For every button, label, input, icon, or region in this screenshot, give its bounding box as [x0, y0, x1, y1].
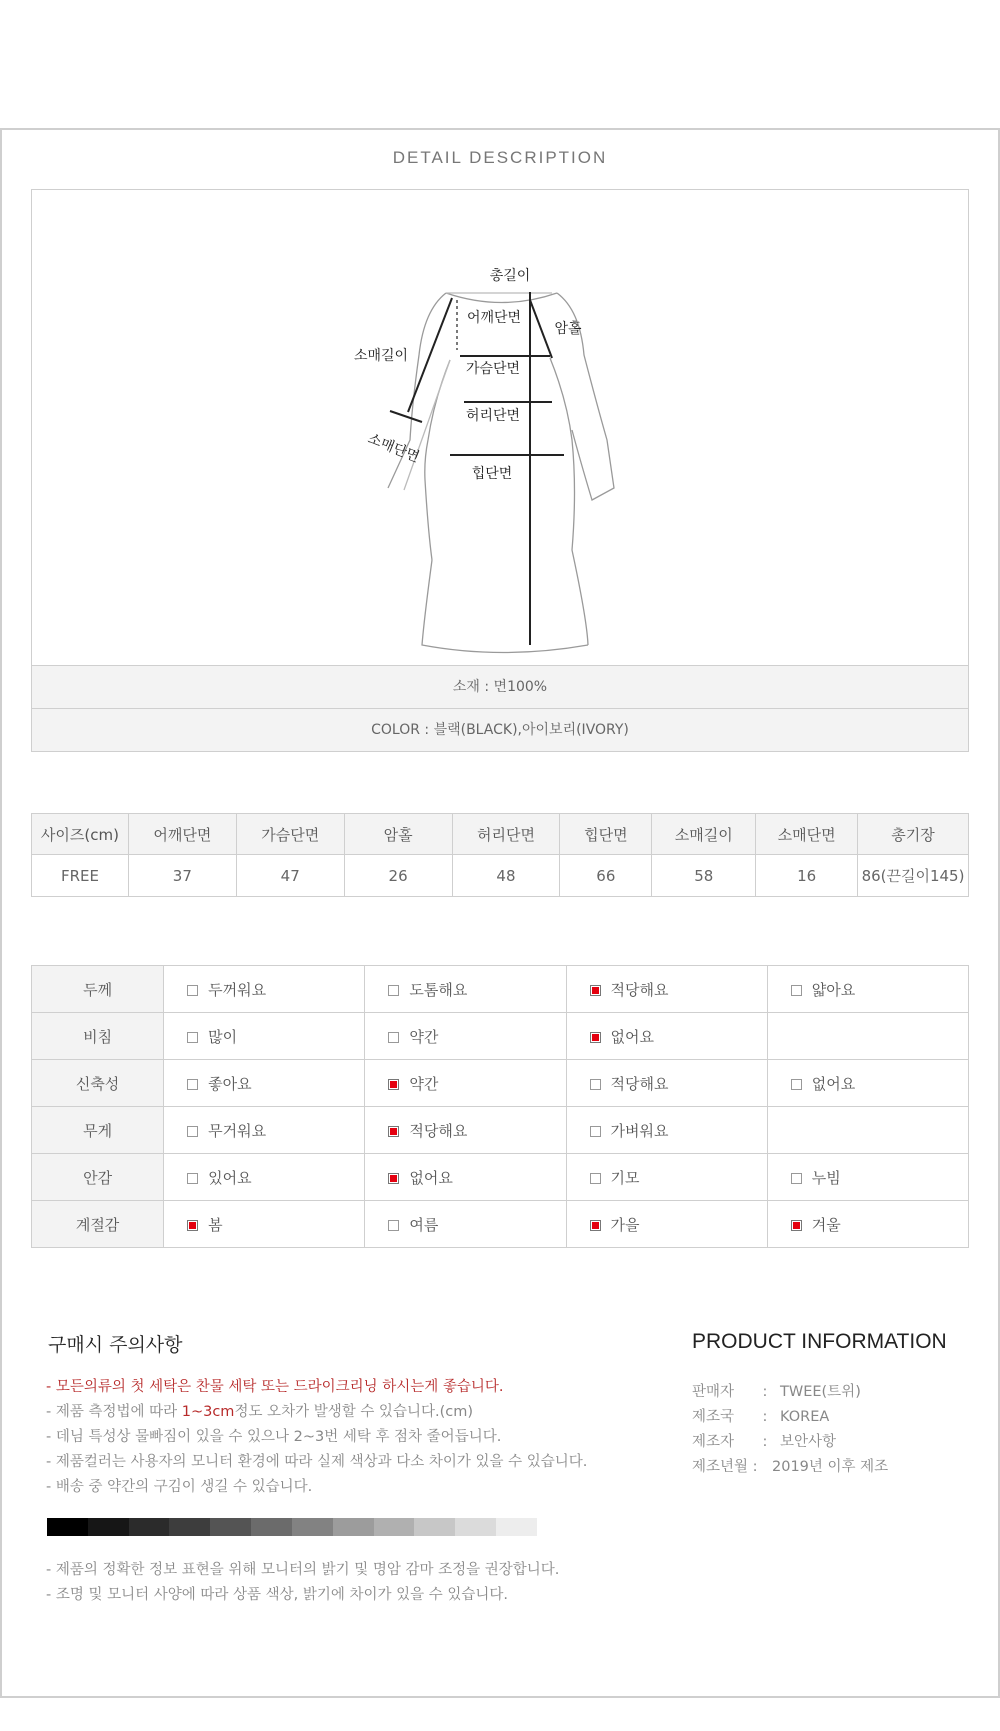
property-option — [164, 1107, 365, 1154]
notice-text: 정도 오차가 발생할 수 있습니다.(cm) — [234, 1404, 473, 1420]
property-option — [566, 1201, 767, 1248]
option-label: 있어요 — [208, 1168, 252, 1187]
info-key: 제조자 — [692, 1434, 735, 1450]
property-label: 안감 — [32, 1154, 164, 1201]
option-label: 가벼워요 — [610, 1121, 669, 1140]
property-option — [365, 1107, 566, 1154]
size-cell: FREE — [32, 855, 129, 897]
checked-checkbox-icon — [791, 1220, 802, 1231]
property-table — [31, 965, 969, 1248]
property-option — [767, 1060, 968, 1107]
size-cell: 47 — [236, 855, 344, 897]
option-label: 적당해요 — [610, 980, 669, 999]
property-option — [767, 1154, 968, 1201]
checkbox-icon — [791, 1079, 802, 1090]
notice-line: - 제품컬러는 사용자의 모니터 환경에 따라 실제 색상과 다소 차이가 있을 수 있습니다. — [46, 1454, 588, 1470]
option-label: 가을 — [610, 1215, 640, 1234]
property-option — [566, 1060, 767, 1107]
size-cell: 48 — [452, 855, 560, 897]
checkbox-icon — [187, 985, 198, 996]
size-cell: 26 — [344, 855, 452, 897]
option-label: 없어요 — [811, 1074, 856, 1093]
size-header: 사이즈(cm) — [32, 814, 129, 855]
label-waist: 허리단면 — [465, 408, 521, 424]
notice-line: - 모든의류의 첫 세탁은 찬물 세탁 또는 드라이크리닝 하시는게 좋습니다. — [46, 1379, 504, 1395]
option-label: 좋아요 — [208, 1074, 252, 1093]
size-header-row — [32, 814, 969, 855]
option-label: 없어요 — [409, 1168, 453, 1187]
label-hip: 힙단면 — [471, 466, 513, 482]
option-label: 도톰해요 — [409, 980, 468, 999]
property-option — [164, 1060, 365, 1107]
property-option — [365, 1013, 566, 1060]
swatch — [455, 1518, 496, 1536]
product-info-row — [692, 1430, 836, 1451]
info-key: 제조년월 : — [692, 1459, 758, 1475]
option-label: 겨울 — [811, 1215, 841, 1234]
info-value: TWEE(트위) — [780, 1384, 861, 1400]
checkbox-icon — [388, 1220, 399, 1231]
size-header: 어깨단면 — [128, 814, 236, 855]
option-label: 여름 — [409, 1215, 439, 1234]
property-option — [767, 966, 968, 1013]
size-cell: 86(끈길이145) — [858, 855, 969, 897]
label-total-length: 총길이 — [489, 268, 531, 284]
checked-checkbox-icon — [388, 1173, 399, 1184]
notice-line: - 제품의 정확한 정보 표현을 위해 모니터의 밝기 및 명암 감마 조정을 권장합니다. — [46, 1562, 560, 1578]
product-info-title: PRODUCT INFORMATION — [692, 1330, 947, 1353]
checkbox-icon — [590, 1079, 601, 1090]
checked-checkbox-icon — [388, 1126, 399, 1137]
property-row-stretch — [32, 1060, 969, 1107]
measure-armhole — [530, 300, 552, 358]
checkbox-icon — [187, 1126, 198, 1137]
diagram-box — [31, 189, 969, 752]
swatch — [292, 1518, 333, 1536]
dress-sketch — [32, 190, 968, 665]
label-sleeve-length: 소매길이 — [353, 348, 409, 364]
checked-checkbox-icon — [590, 985, 601, 996]
option-label: 없어요 — [610, 1027, 655, 1046]
swatch — [251, 1518, 292, 1536]
product-info-row — [692, 1455, 888, 1476]
info-key: 제조국 — [692, 1409, 735, 1425]
property-option — [164, 1013, 365, 1060]
property-option — [566, 1013, 767, 1060]
notice-title: 구매시 주의사항 — [48, 1334, 183, 1356]
checked-checkbox-icon — [590, 1220, 601, 1231]
property-option — [566, 1107, 767, 1154]
left-bodice — [425, 360, 450, 560]
size-cell: 66 — [560, 855, 652, 897]
option-label: 누빔 — [811, 1168, 841, 1187]
size-cell: 58 — [652, 855, 756, 897]
option-label: 얇아요 — [811, 980, 856, 999]
info-value: 보안사항 — [780, 1434, 837, 1450]
label-chest: 가슴단면 — [465, 361, 521, 377]
notice-highlight: 1~3cm — [181, 1404, 235, 1420]
size-header: 총기장 — [858, 814, 969, 855]
option-label: 적당해요 — [409, 1121, 468, 1140]
checkbox-icon — [388, 985, 399, 996]
property-option — [164, 1201, 365, 1248]
size-diagram — [32, 190, 968, 665]
label-sleeve-width: 소매단면 — [365, 430, 422, 466]
info-value: KOREA — [780, 1409, 830, 1425]
neckline — [446, 293, 557, 303]
label-armhole: 암홀 — [554, 321, 582, 337]
size-header: 힙단면 — [560, 814, 652, 855]
property-row-lining — [32, 1154, 969, 1201]
info-value: 2019년 이후 제조 — [772, 1459, 889, 1475]
grayscale-swatches — [47, 1518, 537, 1536]
property-label: 두께 — [32, 966, 164, 1013]
property-option — [365, 1060, 566, 1107]
detail-title: DETAIL DESCRIPTION — [392, 148, 608, 167]
property-row-season — [32, 1201, 969, 1248]
size-header: 가슴단면 — [236, 814, 344, 855]
color-row: COLOR : 블랙(BLACK),아이보리(IVORY) — [32, 708, 968, 751]
property-option-empty — [767, 1013, 968, 1060]
property-label: 신축성 — [32, 1060, 164, 1107]
size-cell: 16 — [756, 855, 858, 897]
property-row-thickness — [32, 966, 969, 1013]
checked-checkbox-icon — [590, 1032, 601, 1043]
size-value-row — [32, 855, 969, 897]
product-info-row — [692, 1380, 861, 1401]
info-sep: : — [762, 1409, 768, 1425]
measure-sleeve-length — [408, 298, 452, 412]
checkbox-icon — [388, 1032, 399, 1043]
size-header: 허리단면 — [452, 814, 560, 855]
property-option-empty — [767, 1107, 968, 1154]
measure-sleeve-width — [390, 411, 422, 422]
swatch — [414, 1518, 455, 1536]
swatch — [496, 1518, 537, 1536]
checkbox-icon — [590, 1126, 601, 1137]
option-label: 봄 — [208, 1215, 223, 1234]
property-option — [365, 1154, 566, 1201]
option-label: 약간 — [409, 1027, 439, 1046]
notice-line: - 배송 중 약간의 구김이 생길 수 있습니다. — [46, 1479, 313, 1495]
property-label: 계절감 — [32, 1201, 164, 1248]
property-row-weight — [32, 1107, 969, 1154]
checked-checkbox-icon — [388, 1079, 399, 1090]
checked-checkbox-icon — [187, 1220, 198, 1231]
swatch — [374, 1518, 415, 1536]
checkbox-icon — [187, 1032, 198, 1043]
checkbox-icon — [187, 1173, 198, 1184]
checkbox-icon — [187, 1079, 198, 1090]
swatch — [210, 1518, 251, 1536]
product-info-row — [692, 1405, 829, 1426]
option-label: 약간 — [409, 1074, 439, 1093]
skirt-hem — [422, 560, 588, 653]
notice-line: - 데님 특성상 물빠짐이 있을 수 있으나 2~3번 세탁 후 점차 줄어듭니다. — [46, 1429, 502, 1445]
label-shoulder: 어깨단면 — [466, 310, 522, 326]
option-label: 많이 — [208, 1027, 238, 1046]
checkbox-icon — [590, 1173, 601, 1184]
right-body — [550, 358, 588, 645]
property-label: 무게 — [32, 1107, 164, 1154]
material-row: 소재 : 면100% — [32, 665, 968, 708]
size-header: 소매단면 — [756, 814, 858, 855]
size-header: 소매길이 — [652, 814, 756, 855]
swatch — [47, 1518, 88, 1536]
notice-line — [46, 1400, 473, 1421]
option-label: 두꺼워요 — [208, 980, 267, 999]
option-label: 적당해요 — [610, 1074, 669, 1093]
option-label: 기모 — [610, 1168, 640, 1187]
notice-line: - 조명 및 모니터 사양에 따라 상품 색상, 밝기에 차이가 있을 수 있습니다. — [46, 1587, 508, 1603]
size-table — [31, 813, 969, 897]
property-label: 비침 — [32, 1013, 164, 1060]
info-sep: : — [762, 1434, 768, 1450]
notice-text: - 제품 측정법에 따라 — [46, 1404, 182, 1420]
property-option — [767, 1201, 968, 1248]
property-option — [566, 1154, 767, 1201]
option-label: 무거워요 — [208, 1121, 267, 1140]
property-row-sheerness — [32, 1013, 969, 1060]
property-option — [365, 966, 566, 1013]
property-option — [566, 966, 767, 1013]
size-cell: 37 — [128, 855, 236, 897]
size-header: 암홀 — [344, 814, 452, 855]
swatch — [129, 1518, 170, 1536]
checkbox-icon — [791, 985, 802, 996]
checkbox-icon — [791, 1173, 802, 1184]
property-option — [164, 966, 365, 1013]
swatch — [88, 1518, 129, 1536]
property-option — [164, 1154, 365, 1201]
property-option — [365, 1201, 566, 1248]
info-key: 판매자 — [692, 1384, 735, 1400]
swatch — [333, 1518, 374, 1536]
info-sep: : — [762, 1384, 768, 1400]
swatch — [169, 1518, 210, 1536]
